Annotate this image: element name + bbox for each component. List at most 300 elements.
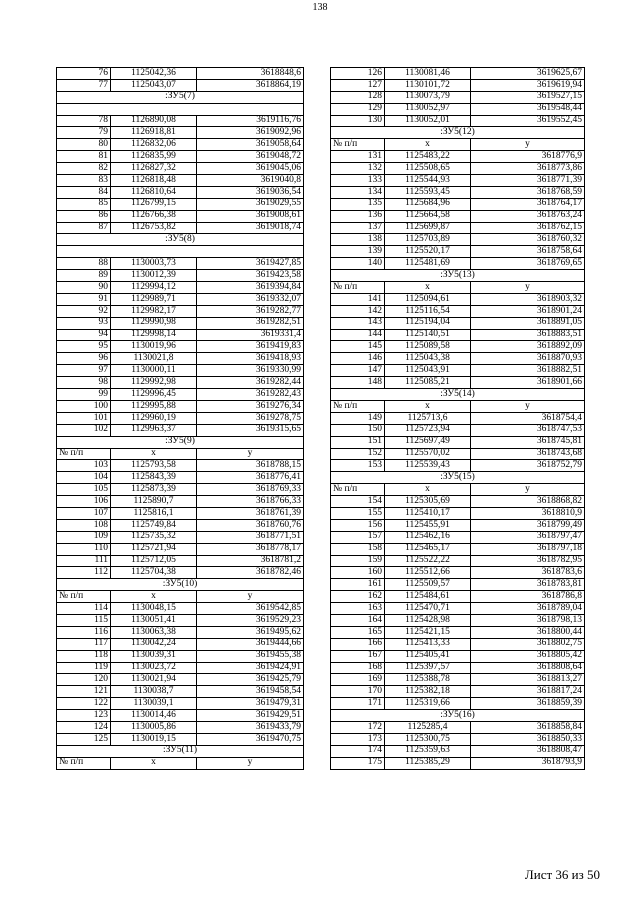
point-number: 155 bbox=[331, 507, 385, 519]
y-coordinate: 3618817,24 bbox=[471, 686, 585, 698]
x-coordinate: 1125388,78 bbox=[385, 674, 471, 686]
x-coordinate: 1125300,75 bbox=[385, 733, 471, 745]
x-coordinate: 1125793,58 bbox=[111, 460, 197, 472]
point-number: 89 bbox=[57, 270, 111, 282]
page-number: 138 bbox=[312, 2, 328, 13]
table-row bbox=[331, 424, 585, 436]
point-number: 82 bbox=[57, 163, 111, 175]
right-table-body bbox=[331, 68, 585, 770]
y-coordinate: 3618766,33 bbox=[197, 496, 304, 508]
point-number: 95 bbox=[57, 341, 111, 353]
y-coordinate: 3618788,15 bbox=[197, 460, 304, 472]
x-coordinate: 1126832,06 bbox=[111, 139, 197, 151]
coordinates-table-right bbox=[330, 67, 585, 770]
table-row bbox=[331, 365, 585, 377]
table-row bbox=[57, 163, 304, 175]
y-coordinate: 3618745,81 bbox=[471, 436, 585, 448]
x-coordinate: 1130048,15 bbox=[111, 603, 197, 615]
point-number: 110 bbox=[57, 543, 111, 555]
point-number: 125 bbox=[57, 733, 111, 745]
y-coordinate: 3618882,51 bbox=[471, 365, 585, 377]
x-coordinate: 1125522,22 bbox=[385, 555, 471, 567]
section-row bbox=[331, 472, 585, 484]
table-row bbox=[331, 638, 585, 650]
table-row bbox=[57, 175, 304, 187]
table-row bbox=[57, 424, 304, 436]
point-number: 147 bbox=[331, 365, 385, 377]
table-row bbox=[57, 472, 304, 484]
column-header-x: x bbox=[111, 591, 197, 603]
point-number: 81 bbox=[57, 151, 111, 163]
x-coordinate: 1130051,41 bbox=[111, 614, 197, 626]
y-coordinate: 3618764,17 bbox=[471, 198, 585, 210]
y-coordinate: 3618743,68 bbox=[471, 448, 585, 460]
x-coordinate: 1125397,57 bbox=[385, 662, 471, 674]
column-header-y: y bbox=[197, 757, 304, 769]
point-number: 163 bbox=[331, 603, 385, 615]
table-row bbox=[331, 436, 585, 448]
left-table-body bbox=[57, 68, 304, 770]
y-coordinate: 3619495,62 bbox=[197, 626, 304, 638]
table-row bbox=[331, 198, 585, 210]
x-coordinate: 1130042,24 bbox=[111, 638, 197, 650]
y-coordinate: 3618813,27 bbox=[471, 674, 585, 686]
point-number: 172 bbox=[331, 721, 385, 733]
x-coordinate: 1125712,05 bbox=[111, 555, 197, 567]
table-row bbox=[331, 412, 585, 424]
y-coordinate: 3619394,84 bbox=[197, 282, 304, 294]
table-row bbox=[331, 341, 585, 353]
x-coordinate: 1125483,22 bbox=[385, 151, 471, 163]
y-coordinate: 3618901,24 bbox=[471, 305, 585, 317]
table-row bbox=[331, 329, 585, 341]
point-number: 164 bbox=[331, 614, 385, 626]
point-number: 174 bbox=[331, 745, 385, 757]
table-row bbox=[331, 662, 585, 674]
x-coordinate: 1125520,17 bbox=[385, 246, 471, 258]
point-number: 107 bbox=[57, 507, 111, 519]
y-coordinate: 3618858,84 bbox=[471, 721, 585, 733]
y-coordinate: 3618799,49 bbox=[471, 519, 585, 531]
y-coordinate: 3618752,79 bbox=[471, 460, 585, 472]
column-header-number: № п/п bbox=[331, 400, 385, 412]
column-header-x: x bbox=[385, 139, 471, 151]
x-coordinate: 1125285,4 bbox=[385, 721, 471, 733]
table-row bbox=[57, 674, 304, 686]
y-coordinate: 3619423,58 bbox=[197, 270, 304, 282]
x-coordinate: 1130101,72 bbox=[385, 79, 471, 91]
point-number: 102 bbox=[57, 424, 111, 436]
y-coordinate: 3619419,83 bbox=[197, 341, 304, 353]
y-coordinate: 3618776,9 bbox=[471, 151, 585, 163]
table-row bbox=[331, 626, 585, 638]
point-number: 88 bbox=[57, 258, 111, 270]
section-title: :ЗУ5(11) bbox=[57, 745, 304, 757]
header-row bbox=[331, 139, 585, 151]
section-row bbox=[331, 389, 585, 401]
section-title: :ЗУ5(13) bbox=[331, 270, 585, 282]
column-header-number: № п/п bbox=[57, 591, 111, 603]
table-row bbox=[331, 79, 585, 91]
y-coordinate: 3618800,44 bbox=[471, 626, 585, 638]
point-number: 156 bbox=[331, 519, 385, 531]
point-number: 151 bbox=[331, 436, 385, 448]
x-coordinate: 1125570,02 bbox=[385, 448, 471, 460]
header-row bbox=[57, 448, 304, 460]
table-row bbox=[57, 555, 304, 567]
table-row bbox=[57, 686, 304, 698]
point-number: 143 bbox=[331, 317, 385, 329]
x-coordinate: 1125305,69 bbox=[385, 496, 471, 508]
x-coordinate: 1125410,17 bbox=[385, 507, 471, 519]
header-row bbox=[57, 757, 304, 769]
table-row bbox=[331, 519, 585, 531]
table-row bbox=[57, 305, 304, 317]
point-number: 171 bbox=[331, 698, 385, 710]
y-coordinate: 3619282,77 bbox=[197, 305, 304, 317]
table-row bbox=[57, 603, 304, 615]
point-number: 108 bbox=[57, 519, 111, 531]
point-number: 94 bbox=[57, 329, 111, 341]
y-coordinate: 3618761,39 bbox=[197, 507, 304, 519]
x-coordinate: 1125421,15 bbox=[385, 626, 471, 638]
section-row bbox=[57, 436, 304, 448]
y-coordinate: 3618760,32 bbox=[471, 234, 585, 246]
x-coordinate: 1126810,64 bbox=[111, 186, 197, 198]
table-row bbox=[57, 341, 304, 353]
table-row bbox=[331, 448, 585, 460]
y-coordinate: 3618762,15 bbox=[471, 222, 585, 234]
table-row bbox=[57, 531, 304, 543]
x-coordinate: 1125462,16 bbox=[385, 531, 471, 543]
y-coordinate: 3618768,59 bbox=[471, 186, 585, 198]
y-coordinate: 3618758,64 bbox=[471, 246, 585, 258]
table-row bbox=[331, 555, 585, 567]
x-coordinate: 1130023,72 bbox=[111, 662, 197, 674]
x-coordinate: 1125539,43 bbox=[385, 460, 471, 472]
point-number: 116 bbox=[57, 626, 111, 638]
y-coordinate: 3618797,47 bbox=[471, 531, 585, 543]
y-coordinate: 3618850,33 bbox=[471, 733, 585, 745]
x-coordinate: 1126835,99 bbox=[111, 151, 197, 163]
x-coordinate: 1129989,71 bbox=[111, 293, 197, 305]
table-row bbox=[331, 614, 585, 626]
sheet-label: Лист 36 из 50 bbox=[524, 867, 600, 882]
y-coordinate: 3619527,15 bbox=[471, 91, 585, 103]
y-coordinate: 3619552,45 bbox=[471, 115, 585, 127]
table-row bbox=[331, 460, 585, 472]
table-row bbox=[331, 603, 585, 615]
y-coordinate: 3619315,65 bbox=[197, 424, 304, 436]
x-coordinate: 1125116,54 bbox=[385, 305, 471, 317]
point-number: 119 bbox=[57, 662, 111, 674]
table-row bbox=[57, 270, 304, 282]
point-number: 77 bbox=[57, 79, 111, 91]
x-coordinate: 1125873,39 bbox=[111, 484, 197, 496]
y-coordinate: 3619092,96 bbox=[197, 127, 304, 139]
y-coordinate: 3619332,07 bbox=[197, 293, 304, 305]
section-title: :ЗУ5(16) bbox=[331, 710, 585, 722]
x-coordinate: 1129963,37 bbox=[111, 424, 197, 436]
point-number: 114 bbox=[57, 603, 111, 615]
y-coordinate: 3619282,43 bbox=[197, 389, 304, 401]
y-coordinate: 3619018,74 bbox=[197, 222, 304, 234]
y-coordinate: 3619427,85 bbox=[197, 258, 304, 270]
x-coordinate: 1130019,15 bbox=[111, 733, 197, 745]
x-coordinate: 1126753,82 bbox=[111, 222, 197, 234]
column-header-y: y bbox=[471, 139, 585, 151]
table-row bbox=[57, 389, 304, 401]
x-coordinate: 1125140,51 bbox=[385, 329, 471, 341]
x-coordinate: 1130052,01 bbox=[385, 115, 471, 127]
table-row bbox=[57, 151, 304, 163]
y-coordinate: 3618769,33 bbox=[197, 484, 304, 496]
x-coordinate: 1125043,91 bbox=[385, 365, 471, 377]
y-coordinate: 3618870,93 bbox=[471, 353, 585, 365]
section-title: :ЗУ5(15) bbox=[331, 472, 585, 484]
point-number: 101 bbox=[57, 412, 111, 424]
header-row bbox=[331, 400, 585, 412]
y-coordinate: 3618782,46 bbox=[197, 567, 304, 579]
table-row bbox=[331, 246, 585, 258]
y-coordinate: 3619330,99 bbox=[197, 365, 304, 377]
point-number: 162 bbox=[331, 591, 385, 603]
x-coordinate: 1126799,15 bbox=[111, 198, 197, 210]
blank-row bbox=[57, 103, 304, 115]
table-row bbox=[331, 222, 585, 234]
point-number: 85 bbox=[57, 198, 111, 210]
point-number: 145 bbox=[331, 341, 385, 353]
y-coordinate: 3619429,51 bbox=[197, 710, 304, 722]
table-row bbox=[57, 222, 304, 234]
y-coordinate: 3618903,32 bbox=[471, 293, 585, 305]
point-number: 93 bbox=[57, 317, 111, 329]
y-coordinate: 3619040,8 bbox=[197, 175, 304, 187]
x-coordinate: 1125043,38 bbox=[385, 353, 471, 365]
point-number: 144 bbox=[331, 329, 385, 341]
section-title: :ЗУ5(12) bbox=[331, 127, 585, 139]
y-coordinate: 3619276,34 bbox=[197, 400, 304, 412]
y-coordinate: 3618781,2 bbox=[197, 555, 304, 567]
x-coordinate: 1125593,45 bbox=[385, 186, 471, 198]
y-coordinate: 3618810,9 bbox=[471, 507, 585, 519]
table-row bbox=[57, 638, 304, 650]
table-row bbox=[331, 650, 585, 662]
table-row bbox=[331, 698, 585, 710]
y-coordinate: 3619036,54 bbox=[197, 186, 304, 198]
table-row bbox=[57, 115, 304, 127]
table-row bbox=[331, 531, 585, 543]
table-row bbox=[57, 507, 304, 519]
table-row bbox=[331, 721, 585, 733]
x-coordinate: 1130039,31 bbox=[111, 650, 197, 662]
table-row bbox=[331, 353, 585, 365]
section-title: :ЗУ5(10) bbox=[57, 579, 304, 591]
section-row bbox=[57, 91, 304, 103]
table-row bbox=[57, 68, 304, 80]
x-coordinate: 1126766,38 bbox=[111, 210, 197, 222]
point-number: 118 bbox=[57, 650, 111, 662]
table-row bbox=[331, 674, 585, 686]
point-number: 167 bbox=[331, 650, 385, 662]
x-coordinate: 1125512,66 bbox=[385, 567, 471, 579]
point-number: 117 bbox=[57, 638, 111, 650]
column-header-number: № п/п bbox=[57, 448, 111, 460]
y-coordinate: 3619625,67 bbox=[471, 68, 585, 80]
y-coordinate: 3619282,51 bbox=[197, 317, 304, 329]
y-coordinate: 3618901,66 bbox=[471, 377, 585, 389]
point-number: 153 bbox=[331, 460, 385, 472]
y-coordinate: 3618782,95 bbox=[471, 555, 585, 567]
table-row bbox=[57, 626, 304, 638]
point-number: 126 bbox=[331, 68, 385, 80]
point-number: 169 bbox=[331, 674, 385, 686]
table-row bbox=[57, 519, 304, 531]
point-number: 91 bbox=[57, 293, 111, 305]
x-coordinate: 1125089,58 bbox=[385, 341, 471, 353]
x-coordinate: 1125413,33 bbox=[385, 638, 471, 650]
point-number: 86 bbox=[57, 210, 111, 222]
y-coordinate: 3618868,82 bbox=[471, 496, 585, 508]
point-number: 135 bbox=[331, 198, 385, 210]
x-coordinate: 1130039,1 bbox=[111, 698, 197, 710]
section-row bbox=[331, 270, 585, 282]
column-header-number: № п/п bbox=[331, 484, 385, 496]
table-row bbox=[57, 293, 304, 305]
y-coordinate: 3619008,61 bbox=[197, 210, 304, 222]
table-row bbox=[57, 186, 304, 198]
table-row bbox=[57, 733, 304, 745]
table-row bbox=[57, 210, 304, 222]
point-number: 121 bbox=[57, 686, 111, 698]
point-number: 132 bbox=[331, 163, 385, 175]
y-coordinate: 3618891,05 bbox=[471, 317, 585, 329]
point-number: 149 bbox=[331, 412, 385, 424]
y-coordinate: 3618783,6 bbox=[471, 567, 585, 579]
x-coordinate: 1125470,71 bbox=[385, 603, 471, 615]
point-number: 133 bbox=[331, 175, 385, 187]
point-number: 105 bbox=[57, 484, 111, 496]
point-number: 139 bbox=[331, 246, 385, 258]
point-number: 124 bbox=[57, 721, 111, 733]
table-row bbox=[57, 650, 304, 662]
point-number: 98 bbox=[57, 377, 111, 389]
x-coordinate: 1130052,97 bbox=[385, 103, 471, 115]
point-number: 161 bbox=[331, 579, 385, 591]
y-coordinate: 3618763,24 bbox=[471, 210, 585, 222]
x-coordinate: 1125749,84 bbox=[111, 519, 197, 531]
y-coordinate: 3618778,17 bbox=[197, 543, 304, 555]
y-coordinate: 3619058,64 bbox=[197, 139, 304, 151]
table-row bbox=[331, 757, 585, 769]
table-row bbox=[331, 733, 585, 745]
y-coordinate: 3619418,93 bbox=[197, 353, 304, 365]
x-coordinate: 1126827,32 bbox=[111, 163, 197, 175]
x-coordinate: 1125085,21 bbox=[385, 377, 471, 389]
x-coordinate: 1129990,98 bbox=[111, 317, 197, 329]
x-coordinate: 1130021,94 bbox=[111, 674, 197, 686]
table-row bbox=[331, 91, 585, 103]
y-coordinate: 3619424,91 bbox=[197, 662, 304, 674]
x-coordinate: 1129996,45 bbox=[111, 389, 197, 401]
x-coordinate: 1129960,19 bbox=[111, 412, 197, 424]
y-coordinate: 3618892,09 bbox=[471, 341, 585, 353]
x-coordinate: 1129982,17 bbox=[111, 305, 197, 317]
table-row bbox=[57, 258, 304, 270]
x-coordinate: 1125481,69 bbox=[385, 258, 471, 270]
point-number: 170 bbox=[331, 686, 385, 698]
point-number: 131 bbox=[331, 151, 385, 163]
y-coordinate: 3618789,04 bbox=[471, 603, 585, 615]
section-title: :ЗУ5(8) bbox=[57, 234, 304, 246]
table-row bbox=[57, 329, 304, 341]
x-coordinate: 1125509,57 bbox=[385, 579, 471, 591]
y-coordinate: 3618771,39 bbox=[471, 175, 585, 187]
y-coordinate: 3618773,86 bbox=[471, 163, 585, 175]
point-number: 166 bbox=[331, 638, 385, 650]
column-header-y: y bbox=[197, 448, 304, 460]
y-coordinate: 3619045,06 bbox=[197, 163, 304, 175]
y-coordinate: 3618760,76 bbox=[197, 519, 304, 531]
table-row bbox=[57, 567, 304, 579]
point-number: 83 bbox=[57, 175, 111, 187]
point-number: 158 bbox=[331, 543, 385, 555]
x-coordinate: 1130063,38 bbox=[111, 626, 197, 638]
point-number: 146 bbox=[331, 353, 385, 365]
blank-cell bbox=[57, 103, 304, 115]
section-row bbox=[57, 234, 304, 246]
column-header-number: № п/п bbox=[331, 282, 385, 294]
column-header-x: x bbox=[385, 400, 471, 412]
x-coordinate: 1130081,46 bbox=[385, 68, 471, 80]
x-coordinate: 1125094,61 bbox=[385, 293, 471, 305]
x-coordinate: 1125359,63 bbox=[385, 745, 471, 757]
table-row bbox=[331, 591, 585, 603]
y-coordinate: 3619331,4 bbox=[197, 329, 304, 341]
point-number: 159 bbox=[331, 555, 385, 567]
y-coordinate: 3619542,85 bbox=[197, 603, 304, 615]
y-coordinate: 3619425,79 bbox=[197, 674, 304, 686]
point-number: 175 bbox=[331, 757, 385, 769]
x-coordinate: 1125703,89 bbox=[385, 234, 471, 246]
blank-cell bbox=[57, 246, 304, 258]
table-row bbox=[57, 412, 304, 424]
column-header-number: № п/п bbox=[57, 757, 111, 769]
y-coordinate: 3619278,75 bbox=[197, 412, 304, 424]
y-coordinate: 3618793,9 bbox=[471, 757, 585, 769]
point-number: 127 bbox=[331, 79, 385, 91]
point-number: 168 bbox=[331, 662, 385, 674]
point-number: 104 bbox=[57, 472, 111, 484]
table-row bbox=[331, 579, 585, 591]
point-number: 90 bbox=[57, 282, 111, 294]
y-coordinate: 3619470,75 bbox=[197, 733, 304, 745]
point-number: 130 bbox=[331, 115, 385, 127]
column-header-x: x bbox=[111, 448, 197, 460]
point-number: 87 bbox=[57, 222, 111, 234]
column-header-y: y bbox=[471, 400, 585, 412]
table-row bbox=[331, 293, 585, 305]
y-coordinate: 3618883,51 bbox=[471, 329, 585, 341]
y-coordinate: 3619548,44 bbox=[471, 103, 585, 115]
x-coordinate: 1125405,41 bbox=[385, 650, 471, 662]
x-coordinate: 1125455,91 bbox=[385, 519, 471, 531]
point-number: 142 bbox=[331, 305, 385, 317]
point-number: 106 bbox=[57, 496, 111, 508]
point-number: 154 bbox=[331, 496, 385, 508]
x-coordinate: 1126918,81 bbox=[111, 127, 197, 139]
x-coordinate: 1125428,98 bbox=[385, 614, 471, 626]
